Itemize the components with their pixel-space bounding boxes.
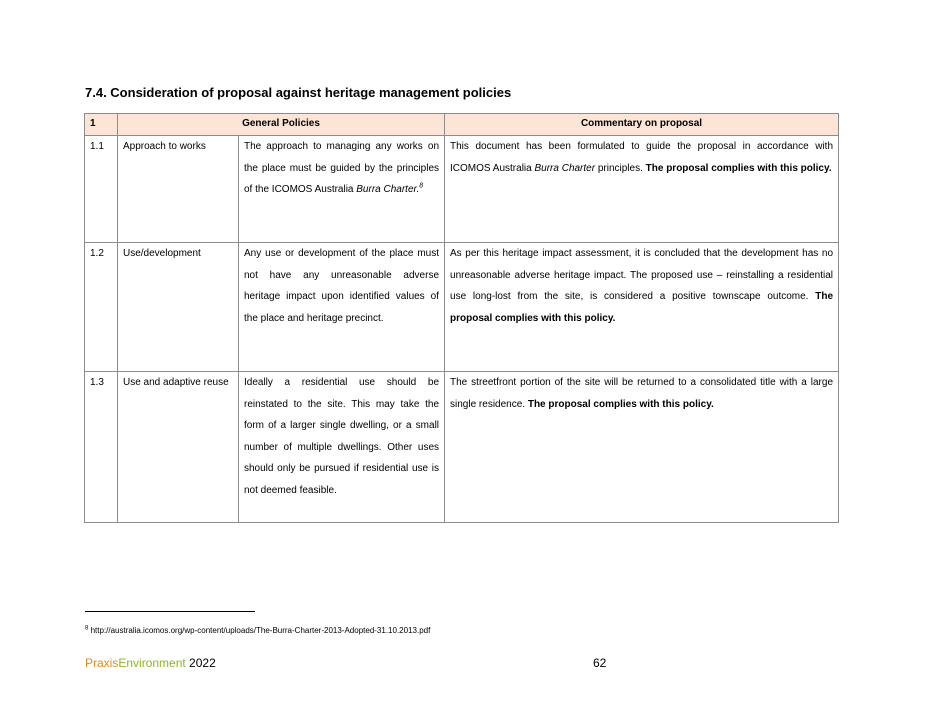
footnote-url: http://australia.icomos.org/wp-content/uploads/The-Burra-Charter-2013-Adopted-31.10.2013.pdf: [88, 626, 431, 635]
policy-category: Use/development: [118, 243, 239, 372]
row-number: 1.1: [85, 136, 118, 243]
policy-category: Use and adaptive reuse: [118, 372, 239, 523]
compliance-statement: The proposal complies with this policy.: [527, 398, 714, 410]
table-row: [85, 372, 839, 523]
table-row: [85, 243, 839, 372]
policy-category: Approach to works: [118, 136, 239, 243]
footnote-reference: 8: [419, 182, 424, 190]
policy-text: The approach to managing any works on the place must be guided by the principles of the ICOMOS Australia Burra Charter.$^8$: [239, 136, 445, 243]
table-row: [85, 136, 839, 243]
footnote-divider: [85, 611, 255, 612]
page-number: 62: [593, 656, 607, 670]
table-header-row: [85, 114, 839, 136]
commentary-text: This document has been formulated to guide the proposal in accordance with ICOMOS Australia Burra Charter principles. The proposal complies with this policy.: [445, 136, 839, 243]
row-number: 1.3: [85, 372, 118, 523]
footnote: [85, 626, 430, 635]
footer-brand: PraxisEnvironment 2022: [85, 656, 216, 670]
heritage-policies-table: [84, 113, 839, 523]
policy-text: Ideally a residential use should be reinstated to the site. This may take the form of a larger single dwelling, or a small number of multiple dwellings. Other uses should only be pursued if residential use is not deemed feasible.: [239, 372, 445, 523]
header-general-policies: General Policies: [118, 114, 445, 136]
section-heading: 7.4. Consideration of proposal against heritage management policies: [85, 85, 512, 100]
header-number: 1: [85, 114, 118, 136]
compliance-statement: The proposal complies with this policy.: [450, 291, 834, 324]
commentary-text: The streetfront portion of the site will be returned to a consolidated title with a large single residence. The proposal complies with this policy.: [445, 372, 839, 523]
row-number: 1.2: [85, 243, 118, 372]
policy-text: Any use or development of the place must not have any unreasonable adverse heritage impact upon identified values of the place and heritage precinct.: [239, 243, 445, 372]
header-commentary: Commentary on proposal: [445, 114, 839, 136]
compliance-statement: The proposal complies with this policy.: [645, 162, 832, 174]
commentary-text: As per this heritage impact assessment, it is concluded that the development has no unreasonable adverse heritage impact. The proposed use – reinstalling a residential use long-lost from the site, is considered a positive townscape outcome. The proposal complies with this policy.: [445, 243, 839, 372]
footnote-marker: 8: [85, 625, 89, 632]
